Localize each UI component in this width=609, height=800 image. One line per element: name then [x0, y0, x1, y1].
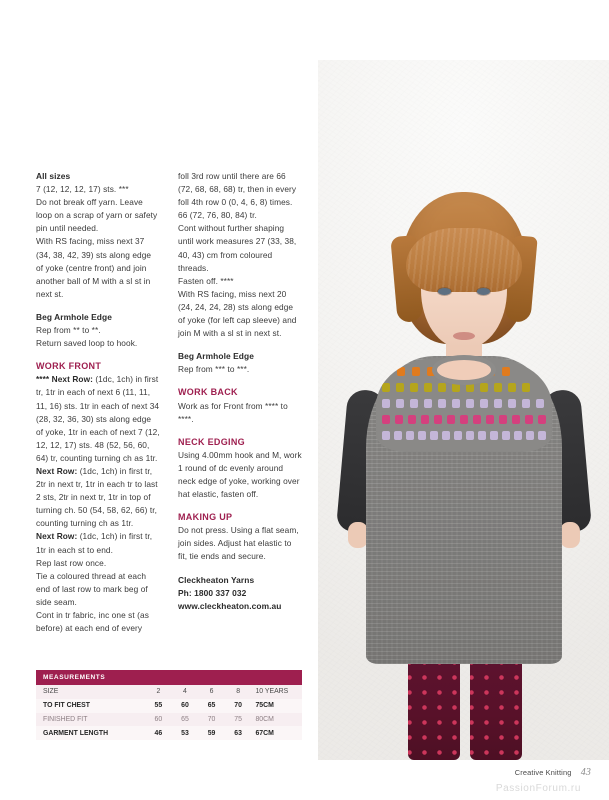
yoke-stitch-cluster	[427, 367, 435, 376]
yoke-stitch-cluster	[499, 415, 507, 424]
yoke-stitch-cluster	[438, 399, 446, 408]
yoke-stitch-cluster	[514, 431, 522, 440]
yoke-stitch-cluster	[494, 383, 502, 392]
yoke-stitch-cluster	[382, 383, 390, 392]
pattern-paragraph: With RS facing, miss next 20 (24, 24, 24, 28) sts along edge of yoke (for left cap sleeve) and join M with a sl st in next st.	[178, 288, 297, 339]
yoke-stitch-cluster	[508, 383, 516, 392]
yoke-stitch-cluster	[466, 431, 474, 440]
row-label: **** Next Row:	[36, 374, 93, 385]
table-cell: 53	[181, 729, 189, 737]
yoke-colour-band	[376, 380, 552, 395]
paragraph-spacer	[178, 340, 302, 350]
paragraph-text: (1dc, 1ch) in first tr, 1tr in each of next 6 (11, 11, 11, 16) sts. 1tr in each of next 34 (28, 32, 36, 30) sts along edge of yoke, 1tr in each of next 7 (12, 12, 12, 17) sts. 48 (52, 56, 60, 64) tr, counting turning ch as 1tr.	[36, 374, 160, 463]
table-row	[36, 726, 302, 740]
pattern-paragraph: Work as for Front from **** to ****.	[178, 400, 288, 424]
pattern-paragraph: Fasten off. ****	[178, 275, 234, 286]
pattern-paragraph: Rep last row once.	[36, 557, 107, 568]
yoke-stitch-cluster	[410, 383, 418, 392]
yoke-stitch-cluster	[424, 399, 432, 408]
table-cell: 65	[207, 702, 216, 710]
yoke-stitch-cluster	[502, 367, 510, 376]
pattern-paragraph: 7 (12, 12, 12, 17) sts. ***	[36, 184, 129, 195]
table-cell: 70	[234, 702, 242, 710]
section-heading: NECK EDGING	[178, 436, 245, 447]
paragraph-spacer	[36, 350, 160, 360]
yoke-stitch-cluster	[382, 399, 390, 408]
row-label: Next Row:	[36, 531, 78, 542]
pattern-column-right	[178, 170, 302, 662]
yoke-stitch-cluster	[526, 431, 534, 440]
paragraph-spacer	[36, 301, 160, 311]
yoke-stitch-cluster	[412, 367, 420, 376]
left-hand	[348, 522, 368, 548]
yoke-stitch-cluster	[522, 383, 530, 392]
yoke-stitch-cluster	[480, 383, 488, 392]
pattern-paragraph: Rep from ** to **.	[36, 325, 101, 336]
yoke-stitch-cluster	[396, 399, 404, 408]
yoke-stitch-cluster	[396, 383, 404, 392]
measurements-table	[36, 670, 302, 740]
page-number: 43	[580, 767, 591, 778]
right-hand	[560, 522, 580, 548]
yoke-colour-band	[376, 412, 552, 427]
yoke-stitch-cluster	[382, 431, 390, 440]
yoke-stitch-cluster	[430, 431, 438, 440]
yoke-stitch-cluster	[473, 415, 481, 424]
table-cell: 63	[234, 729, 242, 737]
measurements-title: MEASUREMENTS	[36, 670, 302, 685]
column-header: 8	[236, 688, 241, 696]
yoke-stitch-cluster	[397, 367, 405, 376]
yoke-stitch-cluster	[512, 415, 520, 424]
yoke-stitch-cluster	[408, 415, 416, 424]
column-header: 10 YEARS	[255, 688, 289, 696]
row-label: GARMENT LENGTH	[43, 729, 109, 737]
table-cell: 75CM	[255, 702, 274, 710]
pattern-paragraph: Do not break off yarn. Leave loop on a scrap of yarn or safety pin until needed.	[36, 197, 158, 234]
yoke-colour-band	[376, 428, 552, 443]
table-row	[36, 713, 302, 727]
yoke-stitch-cluster	[394, 431, 402, 440]
yoke-stitch-cluster	[508, 399, 516, 408]
pattern-paragraph: With RS facing, miss next 37 (34, 38, 42, 39) sts along edge of yoke (centre front) and join another ball of M with a sl st in next st.	[36, 236, 152, 299]
section-heading: WORK FRONT	[36, 361, 102, 372]
yoke-stitch-cluster	[486, 415, 494, 424]
pattern-paragraph: foll 3rd row until there are 66 (72, 68, 68, 68) tr, then in every foll 4th row 0 (0, 4, 6, 8) times. 66 (72, 76, 80, 84) tr.	[178, 171, 297, 221]
table-cell: 75	[234, 715, 242, 723]
sub-heading: Beg Armhole Edge	[178, 351, 254, 362]
mouth	[453, 332, 475, 340]
table-cell: 67CM	[255, 729, 274, 737]
yoke-stitch-cluster	[421, 415, 429, 424]
watermark: PassionForum.ru	[495, 783, 581, 794]
section-heading: WORK BACK	[178, 387, 238, 398]
table-cell: 55	[154, 702, 163, 710]
magazine-name: Creative Knitting	[514, 768, 572, 777]
row-label: TO FIT CHEST	[43, 702, 90, 710]
yoke-stitch-cluster	[536, 399, 544, 408]
yoke-stitch-cluster	[466, 399, 474, 408]
yoke-stitch-cluster	[418, 431, 426, 440]
yoke-stitch-cluster	[447, 415, 455, 424]
left-eye	[438, 288, 451, 295]
page-footer	[515, 767, 591, 778]
pattern-paragraph: Cont in tr fabric, inc one st (as before) at each end of every	[36, 610, 149, 634]
yoke-stitch-cluster	[466, 383, 474, 392]
pattern-text	[36, 170, 302, 662]
table-cell: 59	[207, 729, 216, 737]
table-cell: 46	[154, 729, 163, 737]
column-header: 6	[209, 688, 214, 696]
pattern-paragraph	[36, 465, 160, 530]
yoke-stitch-cluster	[522, 399, 530, 408]
pattern-paragraph: Using 4.00mm hook and M, work 1 round of dc evenly around neck edge of yoke, working over hat elastic, fasten off.	[178, 449, 302, 500]
yoke-stitch-cluster	[490, 431, 498, 440]
sub-heading: www.cleckheaton.com.au	[178, 600, 282, 611]
sub-heading: Ph: 1800 337 032	[178, 587, 247, 598]
sub-heading: Beg Armhole Edge	[36, 311, 112, 322]
pattern-paragraph	[36, 373, 160, 465]
yoke-stitch-cluster	[538, 415, 546, 424]
table-header-row	[36, 685, 302, 699]
paragraph-spacer	[178, 564, 302, 574]
yoke-stitch-cluster	[478, 431, 486, 440]
measurements-grid	[36, 685, 302, 740]
yoke-stitch-cluster	[406, 431, 414, 440]
table-cell: 70	[207, 715, 216, 723]
right-eye	[477, 288, 490, 295]
table-cell: 60	[181, 702, 189, 710]
pattern-column-left	[36, 170, 160, 662]
yoke-stitch-cluster	[538, 431, 546, 440]
pattern-paragraph: Return saved loop to hook.	[36, 338, 138, 349]
yoke-stitch-cluster	[460, 415, 468, 424]
yoke-stitch-cluster	[438, 383, 446, 392]
table-row	[36, 699, 302, 713]
yoke-stitch-cluster	[382, 367, 390, 376]
pattern-paragraph: Cont without further shaping until work measures 27 (33, 38, 40, 43) cm from coloured threads.	[178, 223, 297, 273]
pattern-paragraph	[36, 530, 160, 556]
yoke-stitch-cluster	[452, 399, 460, 408]
paragraph-spacer	[178, 376, 302, 386]
pattern-paragraph: Do not press. Using a flat seam, join sides. Adjust hat elastic to fit, tie ends and secure.	[178, 525, 299, 562]
yoke-colour-band	[376, 396, 552, 411]
yoke-stitch-cluster	[410, 399, 418, 408]
neck-edging	[437, 360, 491, 380]
table-cell: 65	[181, 715, 189, 723]
yoke-stitch-cluster	[442, 431, 450, 440]
section-heading: MAKING UP	[178, 512, 233, 523]
yoke-stitch-cluster	[454, 431, 462, 440]
yoke-stitch-cluster	[395, 415, 403, 424]
column-header: SIZE	[43, 688, 59, 696]
yoke-stitch-cluster	[434, 415, 442, 424]
yoke-stitch-cluster	[525, 415, 533, 424]
paragraph-spacer	[178, 501, 302, 511]
sub-heading: All sizes	[36, 171, 71, 181]
fringe	[406, 228, 522, 292]
paragraph-spacer	[178, 426, 302, 436]
yoke-stitch-cluster	[502, 431, 510, 440]
table-cell: 60	[154, 715, 163, 723]
row-label: FINISHED FIT	[43, 715, 88, 723]
yoke-stitch-cluster	[424, 383, 432, 392]
table-cell: 80CM	[255, 715, 274, 723]
yoke-stitch-cluster	[480, 399, 488, 408]
paragraph-text: (1dc, 1ch) in first tr, 2tr in next tr, 1tr in each tr to last 2 sts, 2tr in next tr, 1tr in top of turning ch. 50 (54, 58, 62, 66) tr, counting turning ch as 1tr.	[36, 465, 158, 529]
pattern-paragraph: Rep from *** to ***.	[178, 364, 250, 375]
pattern-paragraph: Tie a coloured thread at each end of last row to mark beg of side seam.	[36, 570, 148, 607]
sub-heading: Cleckheaton Yarns	[178, 574, 255, 585]
yoke-stitch-cluster	[452, 383, 460, 392]
row-label: Next Row:	[36, 465, 78, 476]
column-header: 2	[156, 688, 161, 696]
yoke-stitch-cluster	[494, 399, 502, 408]
column-header: 4	[183, 688, 187, 696]
product-photo	[318, 60, 609, 760]
yoke-stitch-cluster	[382, 415, 390, 424]
paragraph-text: (1dc, 1ch) in first tr, 1tr in each st to end.	[36, 531, 153, 555]
